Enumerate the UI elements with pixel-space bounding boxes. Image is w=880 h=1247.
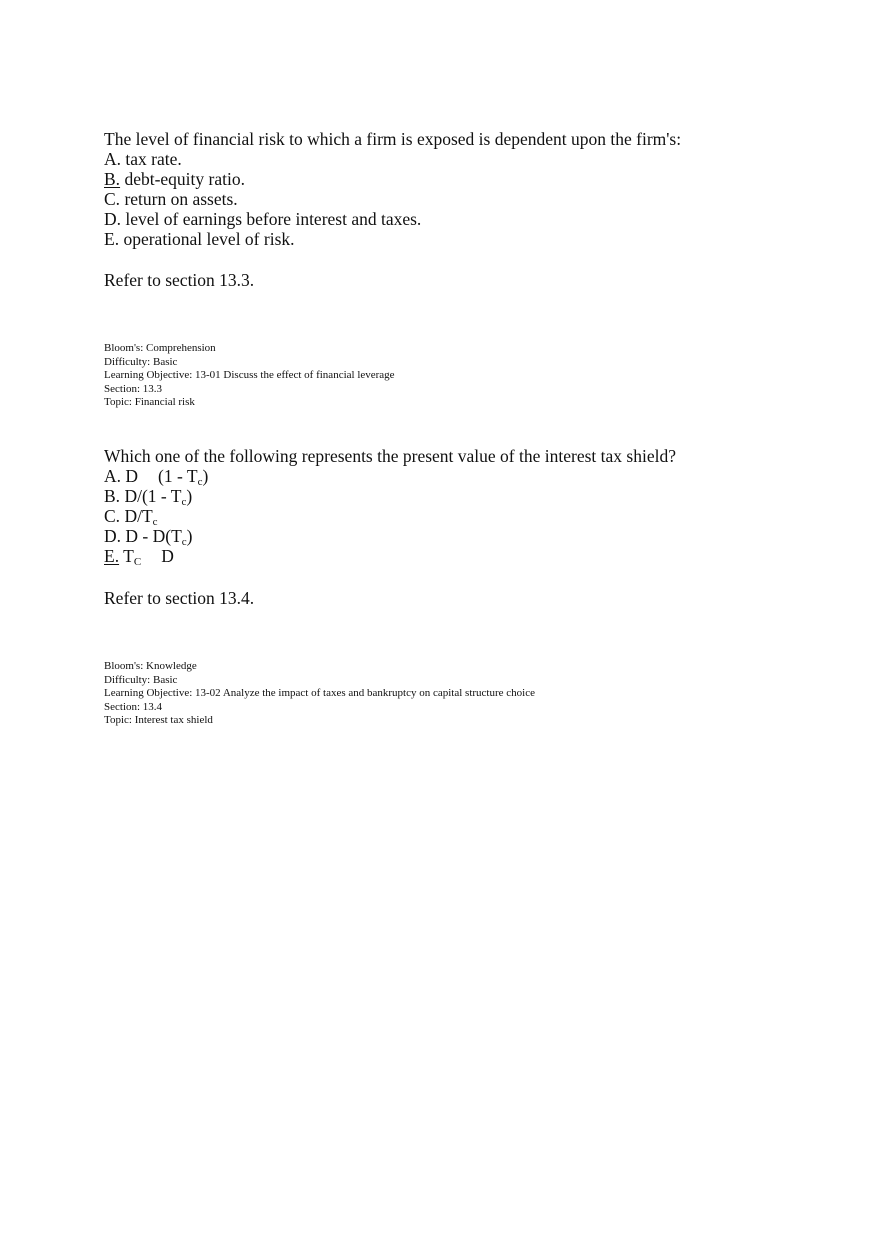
option-d	[104, 526, 804, 546]
option-letter: B.	[104, 486, 121, 506]
difficulty: Difficulty: Basic	[104, 355, 178, 368]
question-stem: The level of financial risk to which a firm is exposed is dependent upon the firm's:	[104, 129, 682, 149]
option-text: tax rate.	[125, 149, 182, 169]
option-letter: D.	[104, 526, 122, 546]
section: Section: 13.4	[104, 700, 163, 713]
difficulty: Difficulty: Basic	[104, 673, 178, 686]
question-1	[104, 129, 804, 249]
option-text: (1 - T	[158, 466, 198, 486]
section: Section: 13.3	[104, 382, 163, 395]
learning-objective: Learning Objective: 13-02 Analyze the impact of taxes and bankruptcy on capital structure choice	[104, 687, 535, 699]
option-c	[104, 189, 804, 209]
option-d	[104, 209, 804, 229]
option-letter: D.	[104, 209, 122, 229]
option-letter: A.	[104, 466, 122, 486]
learning-objective: Learning Objective: 13-01 Discuss the effect of financial leverage	[104, 369, 395, 381]
subscript: c	[197, 476, 203, 488]
question-2-metadata	[104, 660, 804, 728]
option-text: D/(1 - T	[124, 486, 182, 506]
option-e-correct	[104, 546, 804, 566]
option-text: D	[125, 466, 139, 486]
option-letter: C.	[104, 189, 121, 209]
topic: Topic: Financial risk	[104, 396, 195, 408]
option-text: return on assets.	[124, 189, 238, 209]
topic: Topic: Interest tax shield	[104, 714, 213, 726]
option-b	[104, 486, 804, 506]
option-text: debt-equity ratio.	[124, 169, 245, 189]
subscript: c	[152, 516, 158, 528]
option-letter: B.	[104, 169, 121, 189]
option-letter: C.	[104, 506, 121, 526]
option-text: )	[186, 486, 193, 506]
question-2	[104, 446, 804, 566]
subscript: c	[181, 496, 187, 508]
option-text: T	[123, 546, 134, 566]
subscript: c	[181, 536, 187, 548]
question-stem: Which one of the following represents the present value of the interest tax shield?	[104, 446, 676, 466]
option-a	[104, 149, 804, 169]
option-e	[104, 229, 804, 249]
option-text: D	[161, 546, 174, 566]
section-reference: Refer to section 13.3.	[104, 270, 255, 290]
option-letter: E.	[104, 229, 120, 249]
option-text: )	[186, 526, 193, 546]
section-reference: Refer to section 13.4.	[104, 588, 255, 608]
option-c	[104, 506, 804, 526]
blooms-level: Bloom's: Comprehension	[104, 342, 216, 354]
option-text: D - D(T	[125, 526, 182, 546]
blooms-level: Bloom's: Knowledge	[104, 660, 197, 672]
subscript: C	[133, 556, 142, 568]
option-text: D/T	[124, 506, 153, 526]
option-a	[104, 466, 804, 486]
option-text: operational level of risk.	[123, 229, 295, 249]
question-1-metadata	[104, 342, 804, 410]
option-b-correct	[104, 169, 804, 189]
option-text: )	[202, 466, 209, 486]
option-letter: A.	[104, 149, 122, 169]
option-text: level of earnings before interest and taxes.	[125, 209, 422, 229]
option-letter: E.	[104, 546, 120, 566]
